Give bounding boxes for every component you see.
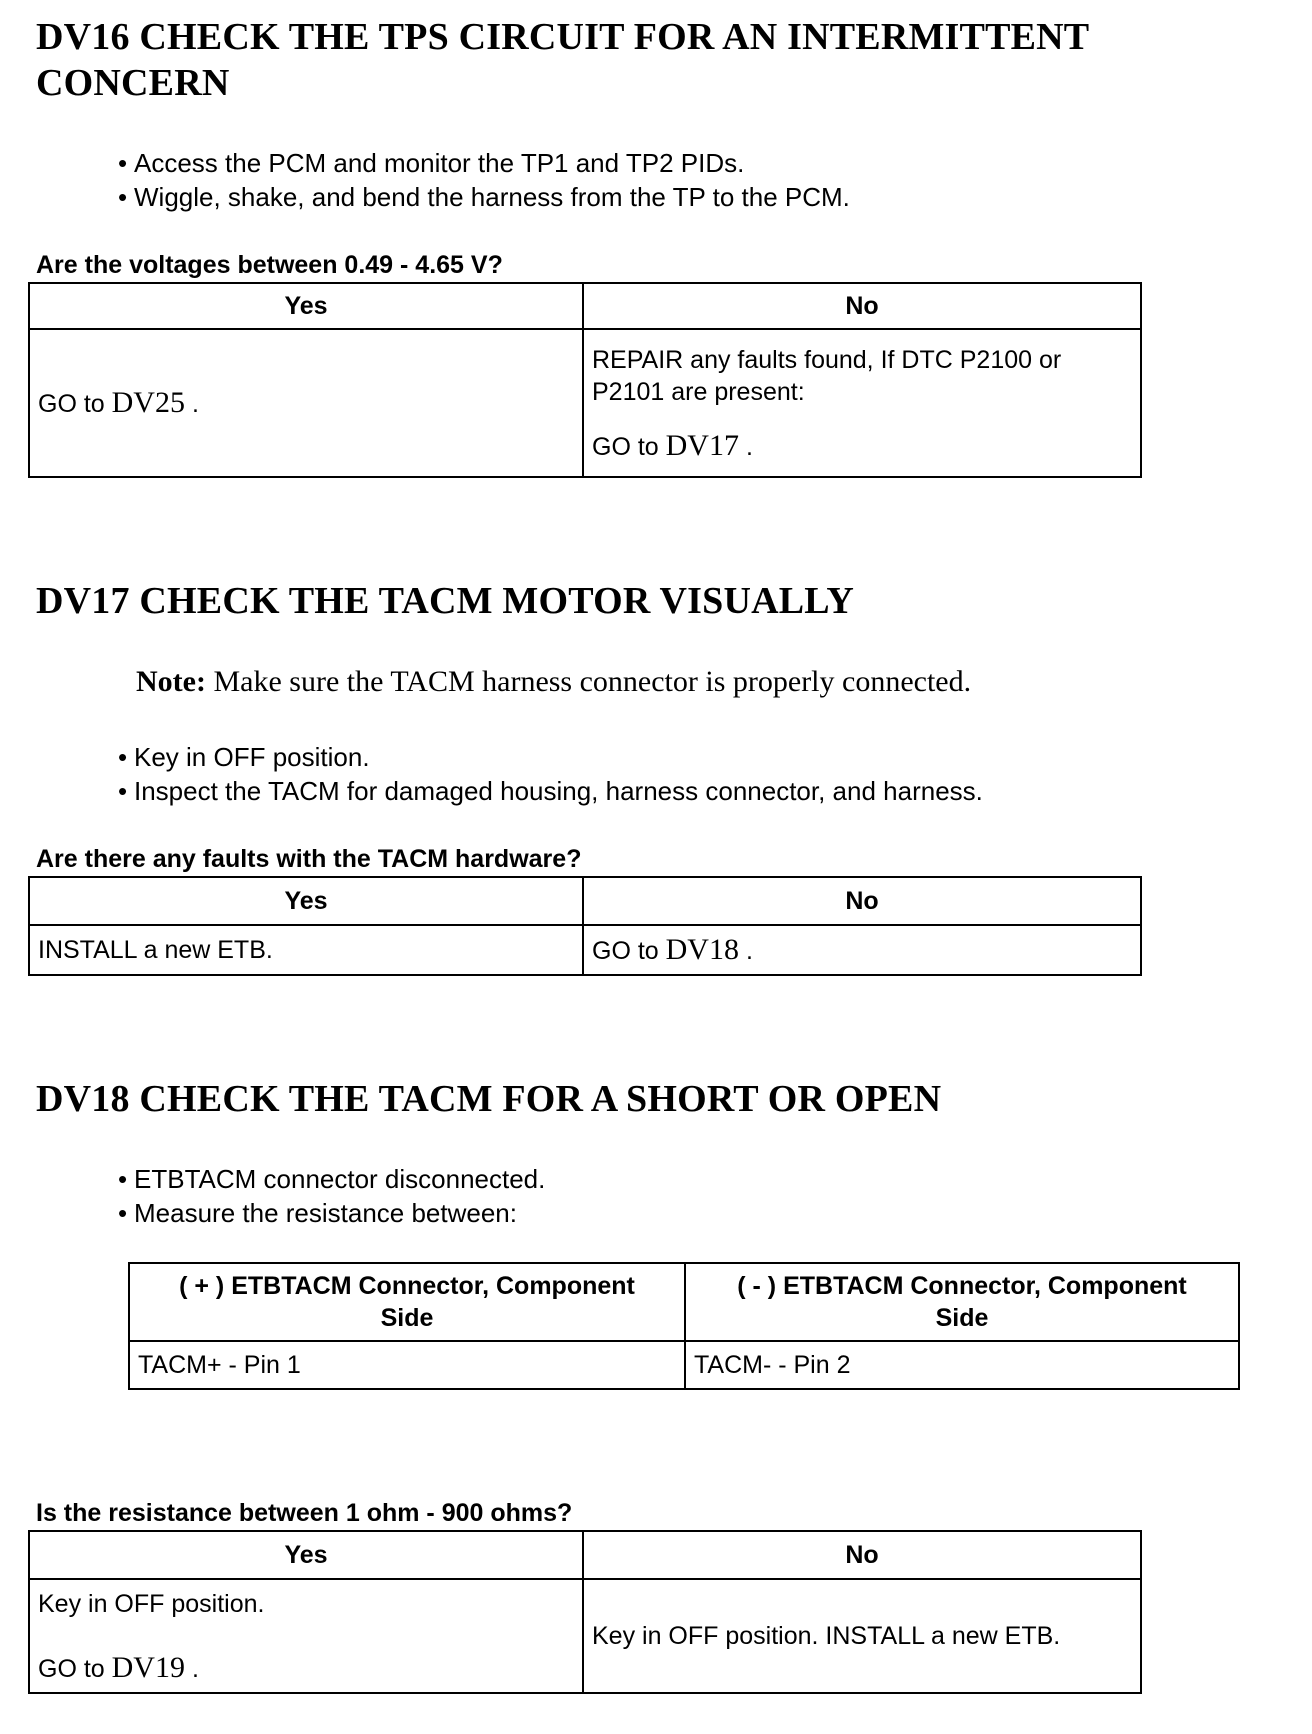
positive-header-line2: Side	[380, 1304, 434, 1332]
goto-tail: .	[745, 432, 753, 461]
dv17-bullet-list	[118, 740, 983, 808]
list-item: • Access the PCM and monitor the TP1 and TP2 PIDs.	[118, 146, 850, 180]
dv18-no-cell: Key in OFF position. INSTALL a new ETB.	[583, 1579, 1141, 1693]
note-text: Make sure the TACM harness connector is properly connected.	[213, 665, 972, 698]
dv16-bullet-list	[118, 146, 850, 214]
dv17-question: Are there any faults with the TACM hardware?	[36, 845, 582, 873]
list-item: • Wiggle, shake, and bend the harness from the TP to the PCM.	[118, 180, 850, 214]
dv18-yes-goto	[38, 1652, 574, 1685]
no-column-header: No	[583, 283, 1141, 329]
list-item: • Inspect the TACM for damaged housing, harness connector, and harness.	[118, 774, 983, 808]
goto-text: GO to	[38, 1654, 105, 1683]
no-column-header: No	[583, 1531, 1141, 1579]
dv16-no-cell	[583, 329, 1141, 477]
dv16-heading	[36, 14, 1089, 106]
dv18-question: Is the resistance between 1 ohm - 900 ohms?	[36, 1499, 573, 1527]
yes-column-header: Yes	[29, 283, 583, 329]
dv16-no-text-line2: P2101 are present:	[592, 377, 805, 406]
list-item: • Measure the resistance between:	[118, 1196, 545, 1230]
negative-connector-header	[685, 1263, 1239, 1341]
dv17-note	[136, 664, 971, 700]
positive-connector-header	[129, 1263, 685, 1341]
dv16-no-goto	[592, 430, 1132, 463]
dv18-yes-text-line1: Key in OFF position.	[38, 1589, 265, 1618]
dv16-no-text-line1: REPAIR any faults found, If DTC P2100 or	[592, 345, 1062, 374]
list-item: • ETBTACM connector disconnected.	[118, 1162, 545, 1196]
dv16-heading-line2: CONCERN	[36, 62, 230, 104]
dv18-yes-cell	[29, 1579, 583, 1693]
goto-text: GO to	[592, 432, 659, 461]
goto-tail: .	[745, 937, 753, 965]
dv17-heading: DV17 CHECK THE TACM MOTOR VISUALLY	[36, 580, 854, 622]
dv16-question: Are the voltages between 0.49 - 4.65 V?	[36, 251, 503, 279]
goto-tail: .	[191, 390, 199, 418]
dv17-link[interactable]: DV17	[665, 428, 739, 462]
dv18-link[interactable]: DV18	[665, 933, 739, 966]
dv19-link[interactable]: DV19	[111, 1650, 185, 1684]
list-item: • Key in OFF position.	[118, 740, 983, 774]
positive-pin-cell: TACM+ - Pin 1	[129, 1341, 685, 1389]
goto-text: GO to	[592, 937, 659, 965]
dv18-bullet-list	[118, 1162, 545, 1230]
yes-column-header: Yes	[29, 1531, 583, 1579]
positive-header-line1: ( + ) ETBTACM Connector, Component	[179, 1272, 635, 1300]
dv17-no-cell	[583, 925, 1141, 975]
note-label: Note:	[136, 665, 206, 698]
dv25-link[interactable]: DV25	[111, 386, 185, 419]
negative-pin-cell: TACM- - Pin 2	[685, 1341, 1239, 1389]
goto-text: GO to	[38, 390, 105, 418]
goto-tail: .	[191, 1654, 199, 1683]
dv17-decision-table	[28, 876, 1142, 976]
negative-header-line2: Side	[935, 1304, 989, 1332]
yes-column-header: Yes	[29, 877, 583, 925]
dv16-decision-table	[28, 282, 1142, 478]
dv18-measurement-table	[128, 1262, 1240, 1390]
no-column-header: No	[583, 877, 1141, 925]
dv16-heading-line1: DV16 CHECK THE TPS CIRCUIT FOR AN INTERMITTENT	[36, 16, 1090, 58]
dv18-heading: DV18 CHECK THE TACM FOR A SHORT OR OPEN	[36, 1078, 942, 1120]
negative-header-line1: ( - ) ETBTACM Connector, Component	[737, 1272, 1187, 1300]
dv18-decision-table	[28, 1530, 1142, 1694]
dv17-yes-cell: INSTALL a new ETB.	[29, 925, 583, 975]
dv16-yes-cell	[29, 329, 583, 477]
